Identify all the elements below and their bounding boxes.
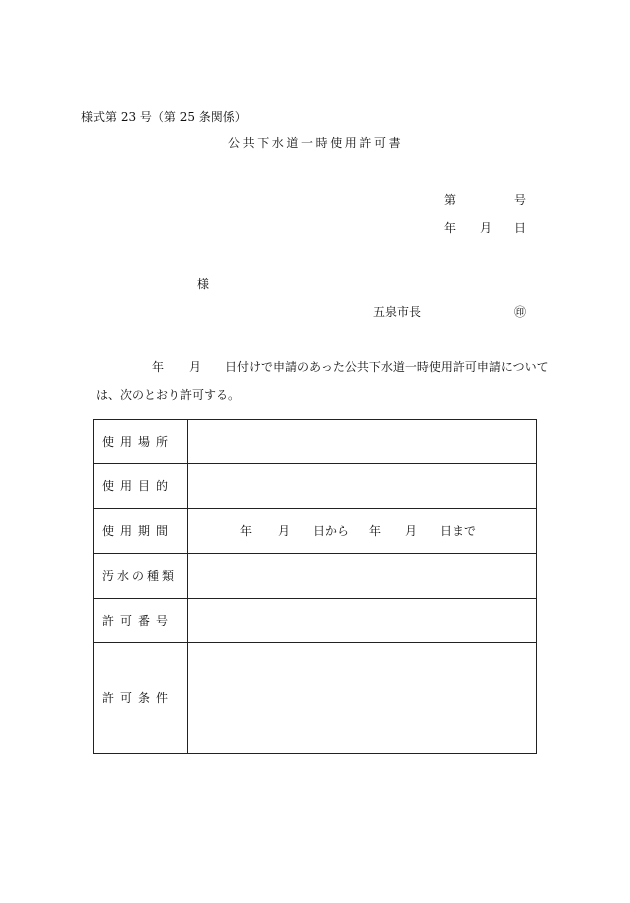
- period-end-month: 月: [405, 524, 418, 538]
- table-row-permit-number: [94, 599, 537, 643]
- row-value[interactable]: [188, 554, 537, 599]
- addressee-honorific: 様: [197, 277, 210, 291]
- issue-date-year: 年: [444, 221, 457, 235]
- label-text: 汚水の種類: [102, 569, 178, 583]
- permit-details-table: [93, 419, 537, 754]
- row-value[interactable]: [188, 643, 537, 754]
- row-label: [94, 554, 188, 599]
- label-text: 使用期間: [102, 524, 175, 538]
- doc-number-suffix: 号: [514, 193, 527, 207]
- row-value[interactable]: [188, 464, 537, 509]
- body-text-line2: は、次のとおり許可する。: [96, 388, 241, 402]
- row-label: [94, 509, 188, 554]
- period-end-year: 年: [369, 524, 382, 538]
- row-value[interactable]: [188, 599, 537, 643]
- table-row-period: [94, 509, 537, 554]
- row-label: [94, 643, 188, 754]
- seal-mark: ㊞: [514, 305, 527, 319]
- table-row-conditions: [94, 643, 537, 754]
- row-value[interactable]: [188, 420, 537, 464]
- table-row-location: [94, 420, 537, 464]
- period-start-year: 年: [240, 524, 253, 538]
- row-label: [94, 464, 188, 509]
- table-row-wastewater-type: [94, 554, 537, 599]
- label-text: 許可番号: [102, 613, 175, 628]
- body-year: 年: [152, 360, 165, 374]
- label-text: 使用目的: [102, 479, 175, 493]
- table-row-purpose: [94, 464, 537, 509]
- label-text: 許可条件: [102, 691, 175, 705]
- doc-number-prefix: 第: [444, 193, 457, 207]
- period-start-month: 月: [278, 524, 291, 538]
- row-label: [94, 420, 188, 464]
- issuer-title: 五泉市長: [373, 305, 422, 319]
- row-label: [94, 599, 188, 643]
- label-text: 使用場所: [102, 434, 175, 449]
- period-start-day: 日から: [313, 524, 350, 538]
- document-title: 公共下水道一時使用許可書: [228, 136, 404, 150]
- issue-date-month: 月: [480, 221, 493, 235]
- issue-date-day: 日: [514, 221, 527, 235]
- period-end-day: 日まで: [440, 524, 477, 538]
- form-number: 様式第 23 号（第 25 条関係）: [81, 110, 247, 124]
- row-value[interactable]: [188, 509, 537, 554]
- period-line: [188, 509, 536, 553]
- body-month: 月: [189, 360, 202, 374]
- body-text-line1: 日付けで申請のあった公共下水道一時使用許可申請について: [225, 360, 549, 374]
